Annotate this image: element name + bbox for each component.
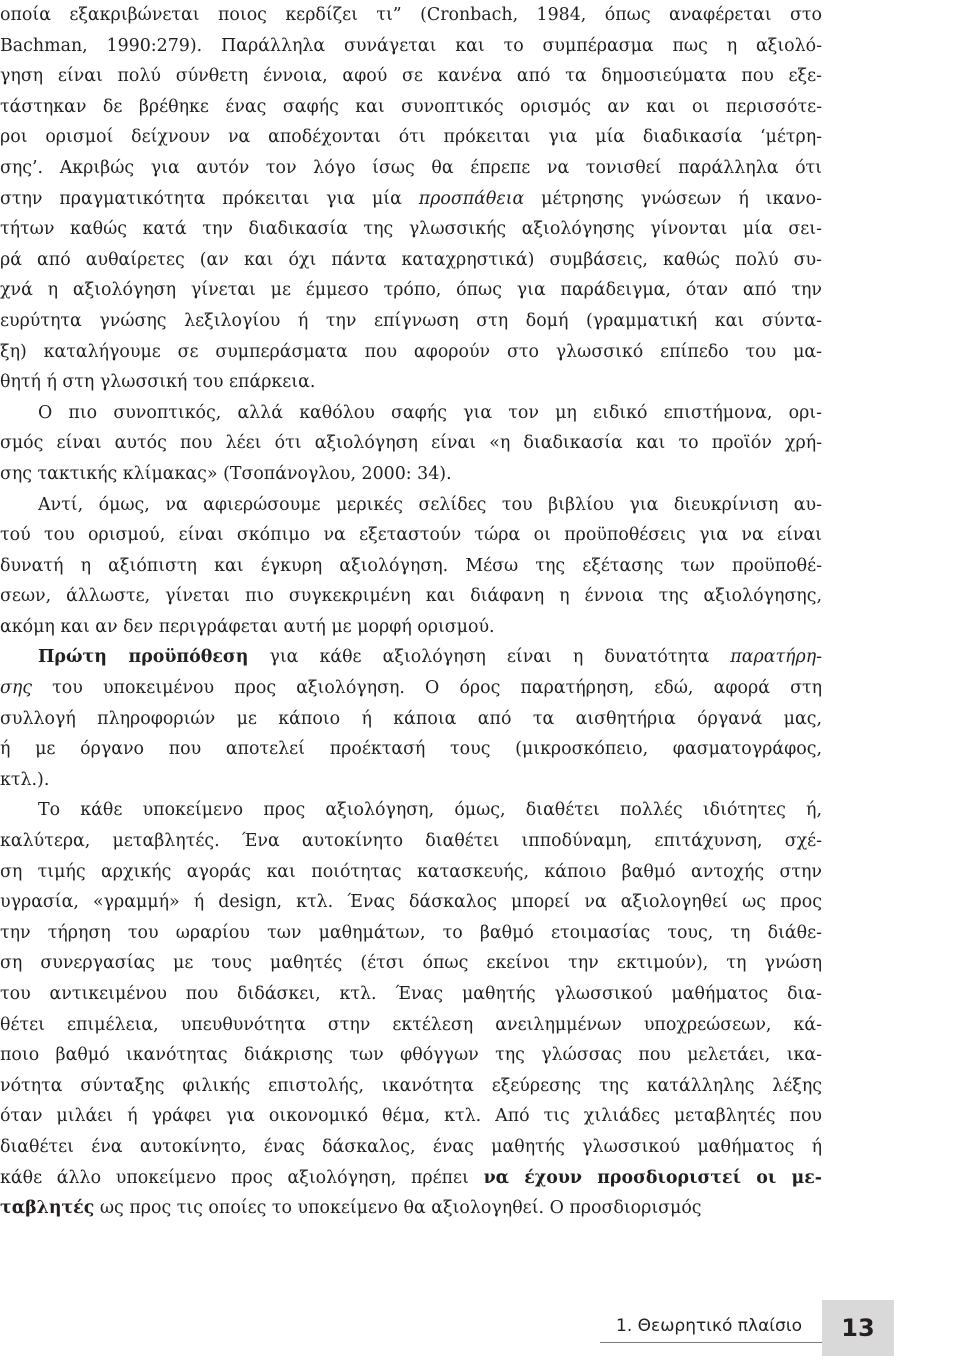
paragraph	[0, 398, 822, 490]
text-line: Αντί, όμως, να αφιερώσουμε μερικές σελίδες του βιβλίου για διευκρίνιση αυ-	[38, 494, 822, 515]
italic-text: σης	[0, 678, 33, 699]
text-line: ξη) καταλήγουμε σε συμπεράσματα που αφορούν στο γλωσσικό επίπεδο του μα-	[0, 341, 822, 362]
paragraph	[0, 0, 822, 398]
text-line: του αντικειμένου που διδάσκει, κτλ. Ένας μαθητής γλωσσικού μαθήματος δια-	[0, 984, 822, 1004]
text-line: σμός είναι αυτός που λέει ότι αξιολόγηση είναι «η διαδικασία και το προϊόν χρή-	[0, 433, 822, 454]
text-line: σεων, άλλωστε, γίνεται πιο συγκεκριμένη και διάφανη η έννοια της αξιολόγησης,	[0, 586, 822, 607]
text-line: γηση είναι πολύ σύνθετη έννοια, αφού σε κανένα από τα δημοσιεύματα που εξε-	[0, 66, 822, 87]
text-line: οποία εξακριβώνεται ποιος κερδίζει τι” (Cronbach, 1984, όπως αναφέρεται στο	[0, 5, 822, 25]
text-line: δυνατή η αξιόπιστη και έγκυρη αξιολόγηση. Μέσω της εξέτασης των προϋποθέ-	[0, 555, 822, 576]
footer-rule	[600, 1342, 822, 1343]
text-line: σης τακτικής κλίμακας» (Τσοπάνογλου, 2000: 34).	[0, 463, 452, 484]
text-line: διαθέτει ένα αυτοκίνητο, ένας δάσκαλος, ένας μαθητής γλωσσικού μαθήματος ή	[0, 1136, 822, 1157]
text-line: χνά η αξιολόγηση γίνεται με έμμεσο τρόπο, όπως για παράδειγμα, όταν από την	[0, 280, 822, 301]
text-line: ρά από αυθαίρετες (αν και όχι πάντα καταχρηστικά) συμβάσεις, καθώς πολύ συ-	[0, 249, 822, 270]
text-line: νότητα σύνταξης φιλικής επιστολής, ικανότητα εξεύρεσης της κατάλληλης λέξης	[0, 1075, 822, 1096]
text-line: ποιο βαθμό ικανότητας διάκρισης των φθόγγων της γλώσσας που μελετάει, ικα-	[0, 1045, 822, 1066]
page-number: 13	[841, 1314, 875, 1342]
text-line: τού του ορισμού, είναι σκόπιμο να εξεταστούν τώρα οι προϋποθέσεις για να είναι	[0, 525, 822, 546]
italic-text: παρατήρη-	[730, 647, 822, 668]
text-line: ση συνεργασίας με τους μαθητές (έτσι όπως εκείνοι την εκτιμούν), τη γνώση	[0, 953, 822, 974]
italic-text: προσπάθεια	[418, 188, 525, 209]
text-line: Το κάθε υποκείμενο προς αξιολόγηση, όμως, διαθέτει πολλές ιδιότητες ή,	[38, 800, 822, 821]
bold-text: να έχουν προσδιοριστεί οι με-	[483, 1167, 822, 1188]
paragraph	[0, 490, 822, 643]
text-line: Ο πιο συνοπτικός, αλλά καθόλου σαφής για τον μη ειδικό επιστήμονα, ορι-	[38, 402, 822, 423]
text-line: σης’. Ακριβώς για αυτόν τον λόγο ίσως θα έπρεπε να τονισθεί παράλληλα ότι	[0, 157, 822, 178]
text-line: στην πραγματικότητα πρόκειται για μία προσπάθεια μέτρησης γνώσεων ή ικανο-	[0, 188, 822, 209]
text-line: ή με όργανο που αποτελεί προέκτασή τους (μικροσκόπειο, φασματογράφος,	[0, 739, 822, 760]
page-number-box	[822, 1300, 894, 1356]
paragraph	[0, 642, 822, 795]
text-line: ροι ορισμοί δείχνουν να αποδέχονται ότι πρόκειται για μία διαδικασία ‘μέτρη-	[0, 127, 822, 148]
text-line: τήτων καθώς κατά την διαδικασία της γλωσσικής αξιολόγησης γίνονται μία σει-	[0, 219, 822, 240]
text-line: κάθε άλλο υποκείμενο προς αξιολόγηση, πρέπει να έχουν προσδιοριστεί οι με-	[0, 1167, 822, 1188]
text-line: ταβλητές ως προς τις οποίες το υποκείμενο θα αξιολογηθεί. Ο προσδιορισμός	[0, 1198, 702, 1219]
text-line: σης του υποκειμένου προς αξιολόγηση. Ο όρος παρατήρηση, εδώ, αφορά στη	[0, 678, 822, 699]
text-line: θέτει επιμέλεια, υπευθυνότητα στην εκτέλεση ανειλημμένων υποχρεώσεων, κά-	[0, 1014, 822, 1035]
bold-text: ταβλητές	[0, 1198, 95, 1219]
text-line: θητή ή στη γλωσσική του επάρκεια.	[0, 372, 316, 393]
text-line: καλύτερα, μεταβλητές. Ένα αυτοκίνητο διαθέτει ιπποδύναμη, επιτάχυνση, σχέ-	[0, 831, 822, 852]
section-label: 1. Θεωρητικό πλαίσιο	[616, 1316, 802, 1336]
text-line: ακόμη και αν δεν περιγράφεται αυτή με μορφή ορισμού.	[0, 616, 495, 637]
bold-text: Πρώτη προϋπόθεση	[38, 647, 249, 668]
text-line: τάστηκαν δε βρέθηκε ένας σαφής και συνοπτικός ορισμός αν και οι περισσότε-	[0, 96, 822, 117]
text-line: συλλογή πληροφοριών με κάποιο ή κάποια από τα αισθητήρια όργανά μας,	[0, 708, 822, 729]
text-line: Πρώτη προϋπόθεση για κάθε αξιολόγηση είναι η δυνατότητα παρατήρη-	[38, 647, 822, 668]
page-footer	[0, 1300, 960, 1360]
text-line: ση τιμής αρχικής αγοράς και ποιότητας κατασκευής, κάποιο βαθμό αντοχής στην	[0, 861, 822, 882]
paragraph	[0, 795, 822, 1223]
text-line: όταν μιλάει ή γράφει για οικονομικό θέμα, κτλ. Από τις χιλιάδες μεταβλητές που	[0, 1106, 822, 1127]
text-line: Bachman, 1990:279). Παράλληλα συνάγεται και το συμπέρασμα πως η αξιολό-	[0, 35, 822, 56]
text-line: υγρασία, «γραμμή» ή design, κτλ. Ένας δάσκαλος μπορεί να αξιολογηθεί ως προς	[0, 892, 822, 913]
text-line: κτλ.).	[0, 769, 50, 790]
text-line: την τήρηση του ωραρίου των μαθημάτων, το βαθμό ετοιμασίας τους, τη διάθε-	[0, 922, 822, 943]
text-line: ευρύτητα γνώσης λεξιλογίου ή την επίγνωση στη δομή (γραμματική και σύντα-	[0, 310, 822, 331]
